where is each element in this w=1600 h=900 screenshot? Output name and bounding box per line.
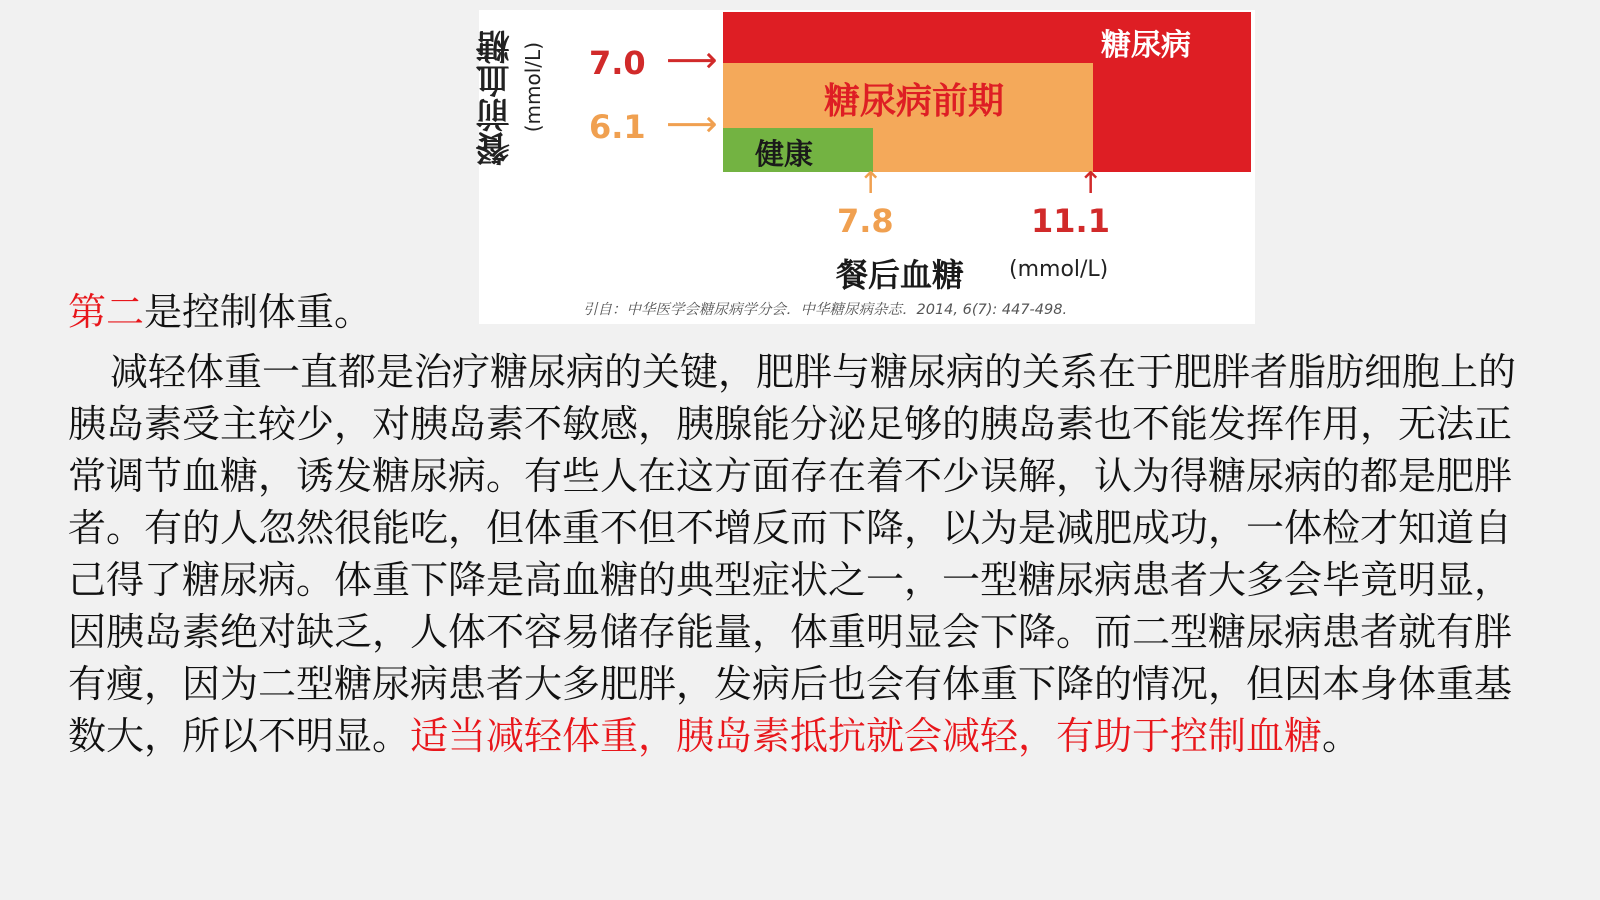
arrow-right-icon: ⟶ [666,40,718,81]
y-tick-7-0: 7.0 [589,44,646,82]
arrow-up-icon: ↑ [858,166,884,201]
body-main-text: 减轻体重一直都是治疗糖尿病的关键，肥胖与糖尿病的关系在于肥胖者脂肪细胞上的胰岛素受主较少，对胰岛素不敏感，胰腺能分泌足够的胰岛素也不能发挥作用，无法正常调节血糖，诱发糖尿病。有些人在这方面存在着不少误解，认为得糖尿病的都是肥胖者。有的人忽然很能吃，但体重不但不增反而下降，以为是减肥成功，一体检才知道自己得了糖尿病。体重下降是高血糖的典型症状之一，一型糖尿病患者大多会毕竟明显，因胰岛素绝对缺乏，人体不容易储存能量，体重明显会下降。而二型糖尿病患者就有胖有瘦，因为二型糖尿病患者大多肥胖，发病后也会有体重下降的情况，但因本身体重基数大，所以不明显。 [68,350,1517,758]
region-label-healthy: 健康 [755,137,814,171]
x-axis-unit: (mmol/L) [1009,257,1109,282]
citation: 引自：中华医学会糖尿病学分会．中华糖尿病杂志．2014, 6(7): 447-498. [583,302,1068,318]
x-tick-7-8: 7.8 [837,202,894,240]
arrow-up-icon: ↑ [1078,166,1104,201]
body-ending: 。 [1322,714,1361,758]
arrow-right-icon: ⟶ [666,104,718,145]
region-label-diabetes: 糖尿病 [1101,28,1191,63]
section-heading [68,286,1528,338]
x-axis-title: 餐后血糖 [836,256,965,294]
y-tick-6-1: 6.1 [589,108,646,146]
heading-emphasis: 第二 [68,290,145,334]
x-tick-11-1: 11.1 [1031,202,1110,240]
region-label-prediabetes: 糖尿病前期 [824,81,1005,122]
y-axis-unit: (mmol/L) [521,42,545,133]
body-paragraph [68,346,1528,762]
y-axis-title: 餐前血糖 [476,30,516,166]
body-emphasis-text: 适当减轻体重，胰岛素抵抗就会减轻，有助于控制血糖 [410,714,1323,758]
glucose-chart [476,10,1255,324]
heading-rest: 是控制体重。 [144,290,373,334]
